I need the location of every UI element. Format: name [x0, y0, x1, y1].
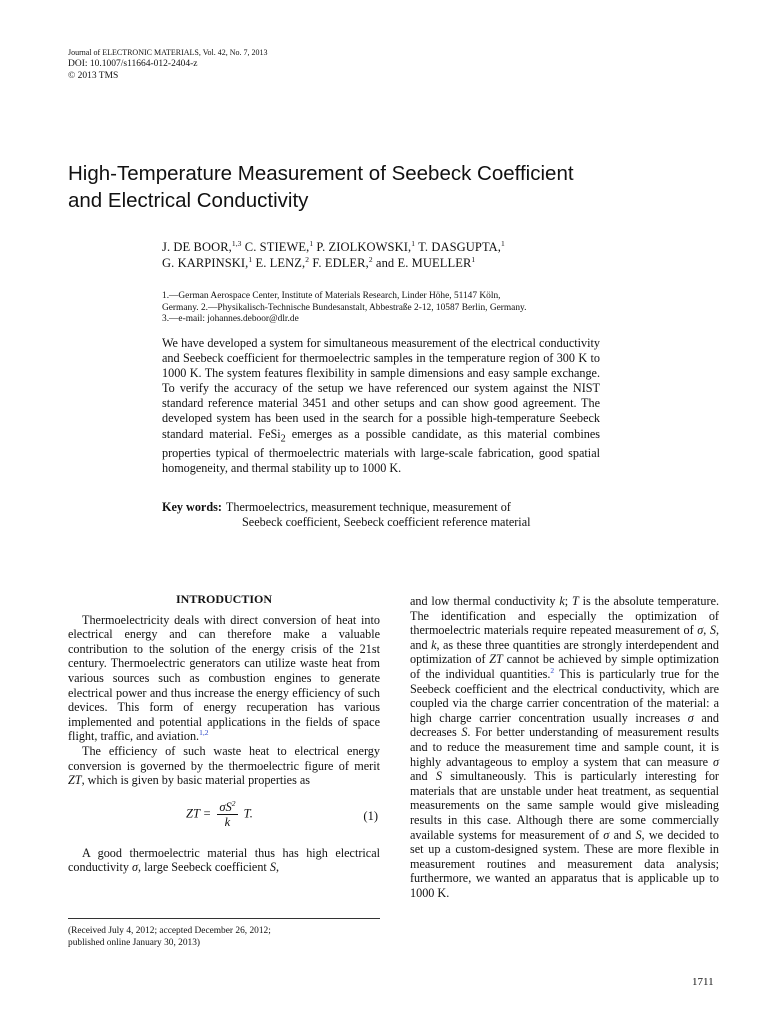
author: P. ZIOLKOWSKI,: [316, 240, 412, 254]
paragraph-text: and: [410, 769, 436, 784]
paragraph-text: and low thermal conductivity: [410, 594, 560, 608]
math-symbol: k: [559, 594, 565, 608]
author: G. KARPINSKI,: [162, 256, 249, 270]
author: J. DE BOOR,: [162, 240, 232, 254]
abstract-text: emerges as a possible candidate, as this material combines properties typical of thermoelectric materials with large-scale fabrication, good spatial homogeneity, and thermal stability up to 1000 K.: [162, 426, 600, 476]
author-affiliation-mark: 2: [305, 254, 310, 264]
paragraph-text: ,: [703, 623, 710, 638]
math-symbol: k: [431, 637, 437, 652]
math-symbol: ZT: [68, 773, 82, 788]
author-affiliation-mark: 1: [411, 238, 416, 248]
math-symbol: σ: [131, 860, 138, 875]
author-affiliation-mark: 2: [368, 254, 373, 264]
abstract-subscript: 2: [280, 433, 286, 444]
author-affiliation-mark: 1,3: [231, 238, 242, 248]
author-affiliation-mark: 1: [471, 254, 476, 264]
paragraph: [68, 846, 380, 875]
author-list: [162, 239, 505, 271]
paragraph-text: ;: [564, 594, 573, 608]
paragraph-text: , and: [410, 623, 720, 652]
equation-denominator: k: [224, 814, 231, 829]
keywords-line-2: Seebeck coefficient, Seebeck coefficient reference material: [242, 515, 531, 529]
keywords: [162, 500, 531, 530]
author: C. STIEWE,: [244, 240, 310, 254]
numerator-text: σS: [219, 799, 232, 814]
affiliation-line: 3.—e-mail: johannes.deboor@dlr.de: [162, 314, 299, 324]
paragraph-text: Thermoelectricity deals with direct conversion of heat into electrical energy and can therefore make a valuable contribution to the solution of the energy crisis of the 21st century. Thermoelectric generators can utilize waste heat from various sources such as combustion engines to generate electrical power and thus increase the energy efficiency of such devices. This form of energy recuperation has various implemented and potential applications in the fields of space flight, traffic, and aviation.: [68, 612, 380, 744]
author: E. LENZ,: [255, 256, 306, 270]
affiliation-line: 1.—German Aerospace Center, Institute of Materials Research, Linder Höhe, 51147 Köln,: [162, 291, 501, 301]
citation-link[interactable]: 1,2: [199, 728, 209, 738]
title-line-1: High-Temperature Measurement of Seebeck Coefficient: [68, 162, 574, 185]
affiliations: [162, 291, 722, 326]
footnote: [68, 926, 380, 949]
paragraph-text: simultaneously. This is particularly interesting for materials that are unstable under heat treatment, as sequential measurements on the same sample would give misleading results in this case. Although there are some commercially available systems for measurement of: [410, 769, 719, 842]
footnote-line: published online January 30, 2013): [68, 937, 201, 948]
author: T. DASGUPTA,: [418, 240, 502, 254]
page-number: 1711: [692, 976, 714, 988]
paragraph-text: ,: [275, 860, 279, 875]
author-line-1: [162, 239, 505, 255]
math-symbol: T: [572, 594, 579, 608]
paragraph-text: This is particularly true for the Seebeck coefficient and the electrical conductivity, which are coupled via the charge carrier concentration of the material: a high charge carrier concentration usually increases: [410, 666, 719, 725]
paragraph-text: . For better understanding of measurement results and to reduce the measurement time and sample count, it is highly advantageous to employ a system that can measure: [410, 725, 719, 769]
right-column: [410, 594, 719, 900]
equation-body: [186, 800, 253, 829]
math-symbol: σ: [687, 710, 694, 725]
doi: DOI: 10.1007/s11664-012-2404-z: [68, 59, 198, 69]
abstract: [162, 336, 600, 476]
equation-1: [68, 796, 380, 836]
footnote-line: (Received July 4, 2012; accepted December 26, 2012;: [68, 926, 271, 936]
equation-fraction: [217, 800, 237, 829]
paragraph-text: , we decided to set up a custom-designed system. These are more flexible in measurement routines and measurement data analysis; furthermore, we wanted an apparatus that is applicable up to 1000 K.: [410, 827, 719, 900]
paragraph-text: cannot be achieved by simple optimization of the individual quantities.: [410, 652, 719, 681]
math-symbol: σ: [712, 754, 719, 769]
paragraph-text: A good thermoelectric material thus has high electrical conductivity: [68, 845, 380, 875]
left-column: [68, 592, 380, 875]
journal-header: [68, 48, 267, 82]
paragraph-text: The efficiency of such waste heat to electrical energy conversion is governed by the thermoelectric figure of merit: [68, 743, 380, 773]
equation-rhs: T.: [243, 806, 253, 821]
equation-lhs: ZT =: [186, 806, 212, 821]
equation-number: (1): [363, 808, 378, 823]
footnote-divider: [68, 918, 380, 919]
keywords-line-1: Thermoelectrics, measurement technique, measurement of: [225, 500, 511, 514]
author-affiliation-mark: 1: [248, 254, 253, 264]
author: F. EDLER,: [312, 256, 369, 270]
paragraph: [68, 744, 380, 788]
math-symbol: S: [635, 827, 642, 842]
math-symbol: σ: [603, 827, 610, 842]
paragraph: [410, 594, 719, 900]
numerator-exponent: 2: [231, 798, 236, 808]
paragraph-text: , large Seebeck coefficient: [138, 860, 270, 875]
equation-numerator: [217, 800, 237, 815]
author-affiliation-mark: 1: [309, 238, 314, 248]
title-line-2: and Electrical Conductivity: [68, 189, 309, 212]
paragraph-text: and: [609, 827, 636, 842]
journal-citation: Journal of ELECTRONIC MATERIALS, Vol. 42, No. 7, 2013: [68, 48, 268, 57]
paragraph: [68, 613, 380, 744]
citation-link[interactable]: 2: [550, 665, 555, 675]
section-heading-introduction: INTRODUCTION: [175, 592, 272, 606]
abstract-text: We have developed a system for simultaneous measurement of the electrical conductivity and Seebeck coefficient for thermoelectric samples in the temperature region of 300 K to 1000 K. The system features flexibility in sample dimensions and easy sample exchange. To verify the accuracy of the setup we have referenced our system against the NIST standard reference material 3451 and other setups and can show good agreement. The developed system has been used in the search for a possible high-temperature Seebeck standard material. FeSi: [162, 336, 600, 441]
math-symbol: σ: [697, 623, 704, 638]
keywords-label: Key words:: [162, 500, 222, 514]
affiliation-line: Germany. 2.—Physikalisch-Technische Bundesanstalt, Abbestraße 2-12, 10587 Berlin, Germany.: [162, 302, 527, 313]
author: and E. MUELLER: [375, 256, 472, 270]
paragraph-text: is the absolute temperature. The identification and especially the optimization of thermoelectric materials require repeated measurement of: [410, 594, 720, 638]
math-symbol: ZT: [489, 652, 503, 667]
author-line-2: [162, 255, 505, 271]
paragraph-text: and decreases: [410, 710, 719, 740]
math-symbol: S: [709, 623, 716, 638]
math-symbol: S: [435, 769, 442, 784]
paragraph-text: , as these three quantities are strongly interdependent and optimization of: [410, 637, 719, 667]
author-affiliation-mark: 1: [501, 238, 505, 248]
article-title: [68, 160, 708, 214]
copyright: © 2013 TMS: [68, 71, 119, 81]
paragraph-text: , which is given by basic material properties as: [81, 773, 311, 788]
math-symbol: S: [269, 860, 276, 875]
math-symbol: S: [461, 725, 468, 740]
